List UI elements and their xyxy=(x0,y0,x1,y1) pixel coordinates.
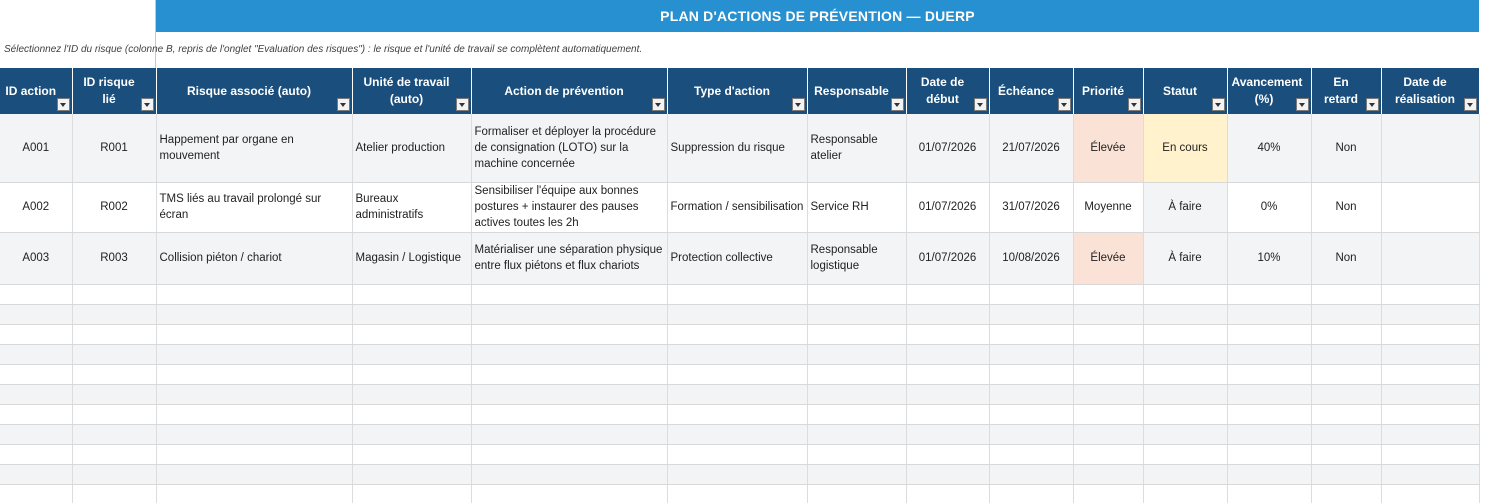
empty-cell[interactable] xyxy=(667,464,807,484)
empty-cell[interactable] xyxy=(1381,364,1479,384)
filter-dropdown-icon[interactable] xyxy=(456,98,469,111)
filter-dropdown-icon[interactable] xyxy=(974,98,987,111)
cell-id-action[interactable]: A003 xyxy=(0,232,72,284)
column-header-label: Priorité xyxy=(1081,83,1124,98)
empty-cell[interactable] xyxy=(1381,444,1479,464)
filter-dropdown-icon[interactable] xyxy=(652,98,665,111)
cell-responsable[interactable]: Service RH xyxy=(807,182,906,232)
empty-cell[interactable] xyxy=(989,444,1073,464)
column-header[interactable] xyxy=(1311,68,1381,114)
empty-cell[interactable] xyxy=(807,344,906,364)
empty-row xyxy=(0,344,1479,364)
empty-cell[interactable] xyxy=(1381,284,1479,304)
cell-avancement[interactable]: 0% xyxy=(1227,182,1311,232)
empty-cell[interactable] xyxy=(1381,344,1479,364)
cell-priorite[interactable]: Moyenne xyxy=(1073,182,1143,232)
cell-id-action[interactable]: A002 xyxy=(0,182,72,232)
empty-cell[interactable] xyxy=(352,324,471,344)
empty-cell[interactable] xyxy=(667,424,807,444)
empty-cell[interactable] xyxy=(471,304,667,324)
cell-realisation[interactable] xyxy=(1381,182,1479,232)
cell-id-risque[interactable]: R001 xyxy=(72,114,156,182)
column-header[interactable] xyxy=(1381,68,1479,114)
column-header-label: Action de prévention xyxy=(504,83,624,98)
empty-cell[interactable] xyxy=(906,304,989,324)
empty-cell[interactable] xyxy=(906,444,989,464)
column-header-label: Date de début xyxy=(920,75,965,106)
empty-cell[interactable] xyxy=(1311,384,1381,404)
empty-cell[interactable] xyxy=(72,364,156,384)
empty-cell[interactable] xyxy=(1227,324,1311,344)
empty-cell[interactable] xyxy=(1227,304,1311,324)
empty-cell[interactable] xyxy=(156,484,352,503)
cell-type[interactable]: Formation / sensibilisation xyxy=(667,182,807,232)
empty-cell[interactable] xyxy=(471,364,667,384)
empty-cell[interactable] xyxy=(1143,304,1227,324)
instruction-text: Sélectionnez l'ID du risque (colonne B, repris de l'onglet "Evaluation des risques") : le risque et l'unité de travail se complètent automatiquement. xyxy=(4,44,643,55)
empty-cell[interactable] xyxy=(1311,304,1381,324)
empty-cell[interactable] xyxy=(989,424,1073,444)
column-header[interactable] xyxy=(989,68,1073,114)
filter-dropdown-icon[interactable] xyxy=(141,98,154,111)
cell-retard[interactable]: Non xyxy=(1311,182,1381,232)
empty-cell[interactable] xyxy=(352,384,471,404)
empty-cell[interactable] xyxy=(989,284,1073,304)
empty-row xyxy=(0,384,1479,404)
empty-cell[interactable] xyxy=(1143,464,1227,484)
cell-responsable[interactable]: Responsable logistique xyxy=(807,232,906,284)
empty-cell[interactable] xyxy=(0,404,72,424)
empty-cell[interactable] xyxy=(72,404,156,424)
empty-cell[interactable] xyxy=(471,324,667,344)
empty-cell[interactable] xyxy=(1143,364,1227,384)
cell-type[interactable]: Protection collective xyxy=(667,232,807,284)
empty-cell[interactable] xyxy=(0,284,72,304)
column-header-label: Unité de travail (auto) xyxy=(363,75,450,106)
empty-cell[interactable] xyxy=(989,404,1073,424)
column-header-label: Avancement (%) xyxy=(1231,75,1303,106)
empty-cell[interactable] xyxy=(1073,344,1143,364)
empty-cell[interactable] xyxy=(807,304,906,324)
empty-row xyxy=(0,304,1479,324)
cell-id-action[interactable]: A001 xyxy=(0,114,72,182)
filter-dropdown-icon[interactable] xyxy=(1464,98,1477,111)
column-header-label: ID action xyxy=(5,83,57,98)
column-header-label: Échéance xyxy=(997,83,1055,98)
empty-cell[interactable] xyxy=(807,384,906,404)
column-header-label: Type d'action xyxy=(694,83,770,98)
empty-cell[interactable] xyxy=(72,344,156,364)
column-header[interactable] xyxy=(72,68,156,114)
filter-dropdown-icon[interactable] xyxy=(1128,98,1141,111)
empty-cell[interactable] xyxy=(906,484,989,503)
cell-date-debut[interactable]: 01/07/2026 xyxy=(906,114,989,182)
column-header[interactable] xyxy=(667,68,807,114)
empty-cell[interactable] xyxy=(807,364,906,384)
empty-cell[interactable] xyxy=(1227,404,1311,424)
filter-dropdown-icon[interactable] xyxy=(337,98,350,111)
empty-cell[interactable] xyxy=(1311,484,1381,503)
empty-row xyxy=(0,404,1479,424)
column-header[interactable] xyxy=(0,68,72,114)
empty-cell[interactable] xyxy=(1143,484,1227,503)
cell-risque[interactable]: Happement par organe en mouvement xyxy=(156,114,352,182)
empty-cell[interactable] xyxy=(1073,384,1143,404)
empty-cell[interactable] xyxy=(352,444,471,464)
empty-cell[interactable] xyxy=(156,344,352,364)
empty-cell[interactable] xyxy=(156,324,352,344)
empty-cell[interactable] xyxy=(352,464,471,484)
empty-cell[interactable] xyxy=(1143,424,1227,444)
empty-cell[interactable] xyxy=(0,304,72,324)
empty-cell[interactable] xyxy=(667,404,807,424)
empty-cell[interactable] xyxy=(471,464,667,484)
empty-cell[interactable] xyxy=(156,304,352,324)
cell-type[interactable]: Suppression du risque xyxy=(667,114,807,182)
empty-cell[interactable] xyxy=(1227,444,1311,464)
empty-cell[interactable] xyxy=(0,344,72,364)
empty-cell[interactable] xyxy=(1073,364,1143,384)
cell-unite[interactable]: Atelier production xyxy=(352,114,471,182)
empty-cell[interactable] xyxy=(471,424,667,444)
empty-cell[interactable] xyxy=(807,424,906,444)
empty-cell[interactable] xyxy=(906,384,989,404)
cell-avancement[interactable]: 40% xyxy=(1227,114,1311,182)
action-plan-table xyxy=(0,68,1480,503)
empty-cell[interactable] xyxy=(1381,324,1479,344)
empty-cell[interactable] xyxy=(156,284,352,304)
empty-cell[interactable] xyxy=(989,464,1073,484)
cell-date-debut[interactable]: 01/07/2026 xyxy=(906,182,989,232)
empty-cell[interactable] xyxy=(1381,384,1479,404)
empty-cell[interactable] xyxy=(667,304,807,324)
empty-cell[interactable] xyxy=(1311,324,1381,344)
empty-cell[interactable] xyxy=(989,324,1073,344)
empty-cell[interactable] xyxy=(471,484,667,503)
filter-dropdown-icon[interactable] xyxy=(1058,98,1071,111)
empty-cell[interactable] xyxy=(1073,324,1143,344)
empty-cell[interactable] xyxy=(1381,304,1479,324)
column-header[interactable] xyxy=(906,68,989,114)
empty-cell[interactable] xyxy=(1311,364,1381,384)
cell-statut[interactable]: À faire xyxy=(1143,182,1227,232)
cell-statut[interactable]: En cours xyxy=(1143,114,1227,182)
cell-retard[interactable]: Non xyxy=(1311,232,1381,284)
cell-priorite[interactable]: Élevée xyxy=(1073,232,1143,284)
empty-cell[interactable] xyxy=(906,344,989,364)
empty-cell[interactable] xyxy=(156,384,352,404)
empty-cell[interactable] xyxy=(1073,424,1143,444)
cell-avancement[interactable]: 10% xyxy=(1227,232,1311,284)
cell-echeance[interactable]: 21/07/2026 xyxy=(989,114,1073,182)
empty-cell[interactable] xyxy=(0,384,72,404)
empty-cell[interactable] xyxy=(0,484,72,503)
table-row xyxy=(0,232,1479,284)
empty-cell[interactable] xyxy=(1311,344,1381,364)
empty-cell[interactable] xyxy=(1227,344,1311,364)
filter-dropdown-icon[interactable] xyxy=(792,98,805,111)
empty-cell[interactable] xyxy=(1311,404,1381,424)
column-header[interactable] xyxy=(1073,68,1143,114)
column-header[interactable] xyxy=(1227,68,1311,114)
empty-cell[interactable] xyxy=(0,424,72,444)
column-header[interactable] xyxy=(1143,68,1227,114)
empty-cell[interactable] xyxy=(1227,464,1311,484)
empty-cell[interactable] xyxy=(667,364,807,384)
cell-statut[interactable]: À faire xyxy=(1143,232,1227,284)
cell-date-debut[interactable]: 01/07/2026 xyxy=(906,232,989,284)
empty-cell[interactable] xyxy=(906,424,989,444)
empty-cell[interactable] xyxy=(667,384,807,404)
empty-cell[interactable] xyxy=(471,284,667,304)
empty-cell[interactable] xyxy=(667,444,807,464)
empty-cell[interactable] xyxy=(0,444,72,464)
column-header[interactable] xyxy=(156,68,352,114)
empty-cell[interactable] xyxy=(156,464,352,484)
empty-cell[interactable] xyxy=(352,484,471,503)
empty-cell[interactable] xyxy=(1227,364,1311,384)
empty-row xyxy=(0,324,1479,344)
empty-cell[interactable] xyxy=(1311,424,1381,444)
table-row xyxy=(0,182,1479,232)
empty-cell[interactable] xyxy=(1073,304,1143,324)
empty-cell[interactable] xyxy=(906,404,989,424)
empty-cell[interactable] xyxy=(1227,284,1311,304)
empty-cell[interactable] xyxy=(807,404,906,424)
empty-row xyxy=(0,464,1479,484)
sheet-title: PLAN D'ACTIONS DE PRÉVENTION — DUERP xyxy=(156,0,1479,32)
column-header-label: Date de réalisation xyxy=(1394,75,1456,106)
table-row xyxy=(0,114,1479,182)
cell-id-risque[interactable]: R003 xyxy=(72,232,156,284)
empty-cell[interactable] xyxy=(989,484,1073,503)
empty-cell[interactable] xyxy=(1143,444,1227,464)
empty-cell[interactable] xyxy=(1381,404,1479,424)
cell-unite[interactable]: Bureaux administratifs xyxy=(352,182,471,232)
empty-cell[interactable] xyxy=(1073,444,1143,464)
cell-id-risque[interactable]: R002 xyxy=(72,182,156,232)
empty-cell[interactable] xyxy=(352,344,471,364)
empty-cell[interactable] xyxy=(1073,464,1143,484)
empty-row xyxy=(0,284,1479,304)
empty-cell[interactable] xyxy=(989,344,1073,364)
cell-echeance[interactable]: 31/07/2026 xyxy=(989,182,1073,232)
cell-retard[interactable]: Non xyxy=(1311,114,1381,182)
empty-cell[interactable] xyxy=(72,384,156,404)
empty-cell[interactable] xyxy=(156,364,352,384)
empty-cell[interactable] xyxy=(989,364,1073,384)
empty-cell[interactable] xyxy=(906,324,989,344)
empty-cell[interactable] xyxy=(72,484,156,503)
filter-dropdown-icon[interactable] xyxy=(57,98,70,111)
empty-cell[interactable] xyxy=(352,424,471,444)
column-header-label: En retard xyxy=(1323,75,1358,106)
empty-cell[interactable] xyxy=(667,344,807,364)
empty-cell[interactable] xyxy=(1381,424,1479,444)
cell-action[interactable]: Matérialiser une séparation physique entre flux piétons et flux chariots xyxy=(471,232,667,284)
empty-cell[interactable] xyxy=(667,324,807,344)
filter-dropdown-icon[interactable] xyxy=(1212,98,1225,111)
empty-cell[interactable] xyxy=(1227,484,1311,503)
empty-cell[interactable] xyxy=(72,464,156,484)
empty-cell[interactable] xyxy=(807,464,906,484)
empty-cell[interactable] xyxy=(352,364,471,384)
empty-cell[interactable] xyxy=(72,444,156,464)
empty-row xyxy=(0,364,1479,384)
empty-row xyxy=(0,424,1479,444)
empty-cell[interactable] xyxy=(72,304,156,324)
empty-cell[interactable] xyxy=(807,484,906,503)
empty-cell[interactable] xyxy=(1381,464,1479,484)
empty-cell[interactable] xyxy=(1073,484,1143,503)
column-header[interactable] xyxy=(807,68,906,114)
cell-realisation[interactable] xyxy=(1381,232,1479,284)
empty-cell[interactable] xyxy=(1227,384,1311,404)
empty-cell[interactable] xyxy=(1073,404,1143,424)
empty-cell[interactable] xyxy=(0,364,72,384)
empty-cell[interactable] xyxy=(1143,284,1227,304)
cell-unite[interactable]: Magasin / Logistique xyxy=(352,232,471,284)
empty-cell[interactable] xyxy=(1227,424,1311,444)
cell-echeance[interactable]: 10/08/2026 xyxy=(989,232,1073,284)
empty-cell[interactable] xyxy=(807,324,906,344)
empty-cell[interactable] xyxy=(1143,384,1227,404)
empty-cell[interactable] xyxy=(1311,464,1381,484)
empty-cell[interactable] xyxy=(667,284,807,304)
empty-cell[interactable] xyxy=(807,284,906,304)
column-header-label: Responsable xyxy=(814,83,889,98)
empty-cell[interactable] xyxy=(72,284,156,304)
empty-cell[interactable] xyxy=(1311,284,1381,304)
empty-cell[interactable] xyxy=(471,404,667,424)
empty-cell[interactable] xyxy=(989,384,1073,404)
column-header-label: Risque associé (auto) xyxy=(186,83,312,98)
cell-action[interactable]: Sensibiliser l'équipe aux bonnes postures + instaurer des pauses actives toutes les 2h xyxy=(471,182,667,232)
cell-responsable[interactable]: Responsable atelier xyxy=(807,114,906,182)
column-header-label: Statut xyxy=(1163,83,1197,98)
empty-cell[interactable] xyxy=(156,404,352,424)
empty-cell[interactable] xyxy=(0,464,72,484)
empty-cell[interactable] xyxy=(1143,344,1227,364)
cell-risque[interactable]: Collision piéton / chariot xyxy=(156,232,352,284)
empty-cell[interactable] xyxy=(807,444,906,464)
cell-risque[interactable]: TMS liés au travail prolongé sur écran xyxy=(156,182,352,232)
empty-cell[interactable] xyxy=(72,324,156,344)
empty-cell[interactable] xyxy=(352,404,471,424)
empty-cell[interactable] xyxy=(156,424,352,444)
empty-cell[interactable] xyxy=(0,324,72,344)
column-header[interactable] xyxy=(471,68,667,114)
empty-cell[interactable] xyxy=(906,464,989,484)
empty-row xyxy=(0,444,1479,464)
empty-cell[interactable] xyxy=(1311,444,1381,464)
empty-cell[interactable] xyxy=(1143,324,1227,344)
empty-row xyxy=(0,484,1479,503)
empty-cell[interactable] xyxy=(471,384,667,404)
empty-cell[interactable] xyxy=(156,444,352,464)
empty-cell[interactable] xyxy=(471,444,667,464)
empty-cell[interactable] xyxy=(1143,404,1227,424)
empty-cell[interactable] xyxy=(1073,284,1143,304)
filter-dropdown-icon[interactable] xyxy=(1366,98,1379,111)
empty-cell[interactable] xyxy=(906,284,989,304)
empty-cell[interactable] xyxy=(667,484,807,503)
empty-cell[interactable] xyxy=(72,424,156,444)
empty-cell[interactable] xyxy=(989,304,1073,324)
cell-priorite[interactable]: Élevée xyxy=(1073,114,1143,182)
filter-dropdown-icon[interactable] xyxy=(1296,98,1309,111)
empty-cell[interactable] xyxy=(352,304,471,324)
empty-cell[interactable] xyxy=(1381,484,1479,503)
empty-cell[interactable] xyxy=(471,344,667,364)
column-header[interactable] xyxy=(352,68,471,114)
cell-realisation[interactable] xyxy=(1381,114,1479,182)
filter-dropdown-icon[interactable] xyxy=(891,98,904,111)
header-row xyxy=(0,68,1479,114)
empty-cell[interactable] xyxy=(352,284,471,304)
cell-action[interactable]: Formaliser et déployer la procédure de consignation (LOTO) sur la machine concernée xyxy=(471,114,667,182)
column-header-label: ID risque lié xyxy=(83,75,135,106)
empty-cell[interactable] xyxy=(906,364,989,384)
